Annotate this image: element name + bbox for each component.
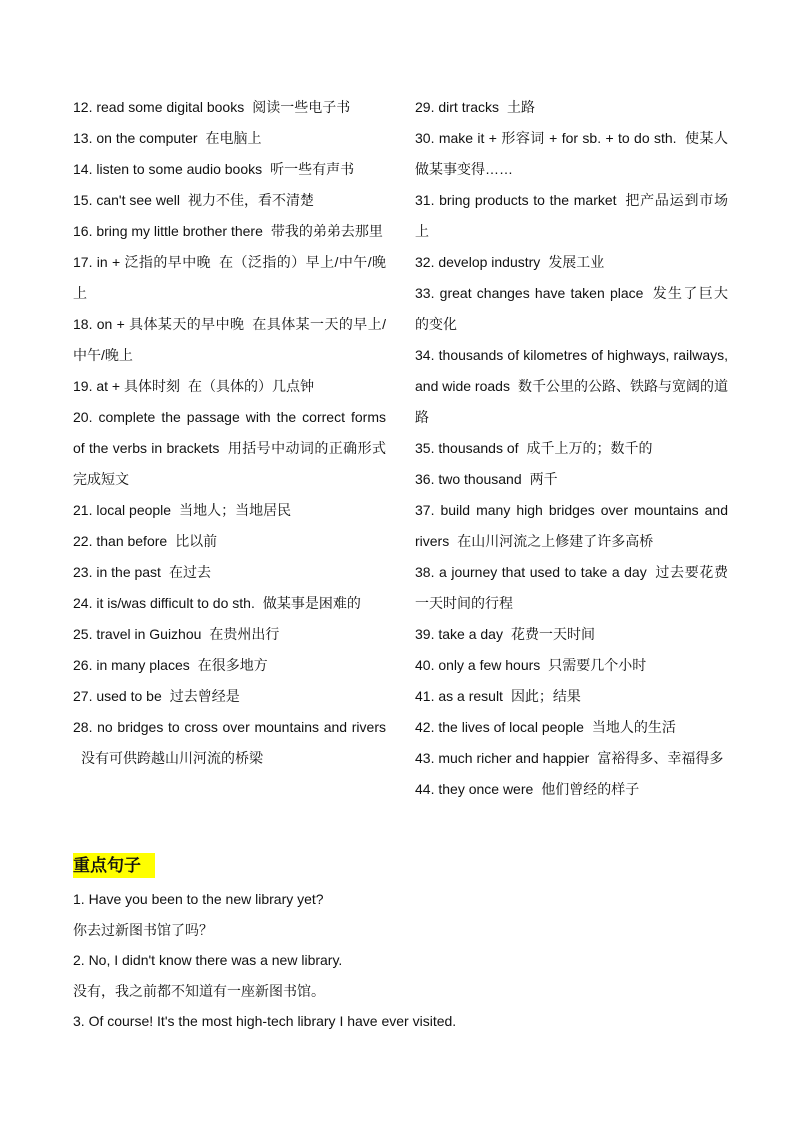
phrase-zh: 花费一天时间 <box>510 626 595 642</box>
phrase-zh: 带我的弟弟去那里 <box>270 223 383 239</box>
phrase-item <box>415 774 728 805</box>
phrase-item <box>73 557 386 588</box>
phrase-en: 17. in + 泛指的早中晚 <box>73 254 212 270</box>
phrase-item <box>73 185 386 216</box>
phrase-en: 35. thousands of <box>415 440 519 456</box>
phrase-zh: 他们曾经的样子 <box>541 781 640 797</box>
phrase-en: 23. in the past <box>73 564 161 580</box>
phrase-en: 34. thousands of kilometres of highways, railways, and wide roads <box>415 347 728 394</box>
phrase-zh: 在（具体的）几点钟 <box>187 378 314 394</box>
phrase-zh: 使某人做某事变得…… <box>415 130 729 177</box>
phrase-list-left <box>73 92 386 774</box>
phrase-en: 12. read some digital books <box>73 99 245 115</box>
phrase-en: 13. on the computer <box>73 130 198 146</box>
phrase-item <box>415 92 728 123</box>
phrase-item <box>73 712 386 774</box>
phrase-zh: 过去要花费一天时间的行程 <box>415 564 729 611</box>
phrase-en: 20. complete the passage with the correct forms of the verbs in brackets <box>73 409 386 456</box>
phrase-en: 44. they once were <box>415 781 534 797</box>
phrase-item <box>415 185 728 247</box>
phrase-en: 24. it is/was difficult to do sth. <box>73 595 255 611</box>
phrase-zh: 用括号中动词的正确形式完成短文 <box>73 440 386 487</box>
sentence-line: 2. No, I didn't know there was a new library. <box>73 952 343 968</box>
phrase-en: 31. bring products to the market <box>415 192 617 208</box>
phrase-zh: 把产品运到市场上 <box>415 192 729 239</box>
phrase-item <box>415 123 728 185</box>
phrase-zh: 土路 <box>507 99 536 115</box>
phrase-en: 26. in many places <box>73 657 190 673</box>
phrase-item <box>73 588 386 619</box>
phrase-item <box>73 371 386 402</box>
phrase-en: 37. build many high bridges over mountains and rivers <box>415 502 728 549</box>
phrase-en: 21. local people <box>73 502 172 518</box>
section-heading: 重点句子 <box>73 853 155 878</box>
phrase-item <box>415 433 728 464</box>
sentence-list <box>73 884 753 1037</box>
phrase-item <box>73 216 386 247</box>
phrase-zh: 因此；结果 <box>510 688 581 704</box>
phrase-item <box>73 402 386 495</box>
phrase-item <box>73 247 386 309</box>
phrase-item <box>73 123 386 154</box>
phrase-zh: 没有可供跨越山川河流的桥梁 <box>81 750 263 766</box>
phrase-item <box>73 154 386 185</box>
phrase-en: 42. the lives of local people <box>415 719 584 735</box>
phrase-item <box>415 247 728 278</box>
phrase-en: 19. at + 具体时刻 <box>73 378 180 394</box>
phrase-zh: 在很多地方 <box>197 657 268 673</box>
phrase-item <box>415 340 728 433</box>
phrase-en: 41. as a result <box>415 688 503 704</box>
phrase-zh: 过去曾经是 <box>169 688 240 704</box>
phrase-item <box>73 526 386 557</box>
phrase-zh: 两千 <box>529 471 558 487</box>
phrase-en: 33. great changes have taken place <box>415 285 644 301</box>
phrase-item <box>73 309 386 371</box>
phrase-en: 39. take a day <box>415 626 503 642</box>
phrase-en: 32. develop industry <box>415 254 541 270</box>
phrase-zh: 富裕得多、幸福得多 <box>597 750 724 766</box>
phrase-en: 25. travel in Guizhou <box>73 626 202 642</box>
phrase-zh: 在贵州出行 <box>209 626 280 642</box>
phrase-item <box>415 495 728 557</box>
sentence-line: 没有，我之前都不知道有一座新图书馆。 <box>73 982 325 999</box>
phrase-zh: 数千公里的公路、铁路与宽阔的道路 <box>415 378 729 425</box>
phrase-en: 15. can't see well <box>73 192 180 208</box>
phrase-en: 36. two thousand <box>415 471 522 487</box>
phrase-zh: 只需要几个小时 <box>548 657 647 673</box>
sentence-line: 1. Have you been to the new library yet? <box>73 891 324 907</box>
phrase-item <box>415 681 728 712</box>
key-sentences-section <box>73 851 753 1037</box>
phrase-item <box>415 650 728 681</box>
phrase-list-right <box>415 92 728 805</box>
phrase-en: 38. a journey that used to take a day <box>415 564 647 580</box>
phrase-en: 40. only a few hours <box>415 657 541 673</box>
phrase-zh: 在（泛指的）早上/中午/晚上 <box>73 254 387 301</box>
phrase-en: 28. no bridges to cross over mountains and rivers <box>73 719 386 735</box>
phrase-en: 30. make it + 形容词 + for sb. + to do sth. <box>415 130 677 146</box>
phrase-zh: 在过去 <box>168 564 211 580</box>
phrase-en: 14. listen to some audio books <box>73 161 263 177</box>
phrase-en: 29. dirt tracks <box>415 99 500 115</box>
phrase-zh: 在电脑上 <box>205 130 262 146</box>
phrase-en: 43. much richer and happier <box>415 750 590 766</box>
phrase-zh: 比以前 <box>175 533 218 549</box>
phrase-zh: 听一些有声书 <box>270 161 355 177</box>
phrase-zh: 在具体某一天的早上/中午/晚上 <box>73 316 386 363</box>
phrase-item <box>415 557 728 619</box>
phrase-zh: 在山川河流之上修建了许多高桥 <box>457 533 654 549</box>
phrase-zh: 做某事是困难的 <box>262 595 361 611</box>
phrase-en: 16. bring my little brother there <box>73 223 263 239</box>
phrase-item <box>415 278 728 340</box>
sentence-line: 3. Of course! It's the most high-tech library I have ever visited. <box>73 1013 457 1029</box>
phrase-item <box>73 495 386 526</box>
phrase-zh: 当地人的生活 <box>591 719 676 735</box>
sentence-line: 你去过新图书馆了吗？ <box>73 921 213 938</box>
phrase-item <box>73 681 386 712</box>
phrase-zh: 视力不佳，看不清楚 <box>187 192 314 208</box>
phrase-en: 18. on + 具体某天的早中晚 <box>73 316 245 332</box>
phrase-en: 27. used to be <box>73 688 162 704</box>
phrase-item <box>415 464 728 495</box>
phrase-zh: 发生了巨大的变化 <box>415 285 729 332</box>
phrase-item <box>73 619 386 650</box>
phrase-item <box>73 92 386 123</box>
phrase-zh: 阅读一些电子书 <box>252 99 351 115</box>
phrase-zh: 发展工业 <box>548 254 605 270</box>
phrase-item <box>73 650 386 681</box>
phrase-zh: 成千上万的；数千的 <box>526 440 653 456</box>
phrase-item <box>415 619 728 650</box>
phrase-item <box>415 743 728 774</box>
phrase-zh: 当地人；当地居民 <box>179 502 292 518</box>
phrase-item <box>415 712 728 743</box>
phrase-en: 22. than before <box>73 533 168 549</box>
